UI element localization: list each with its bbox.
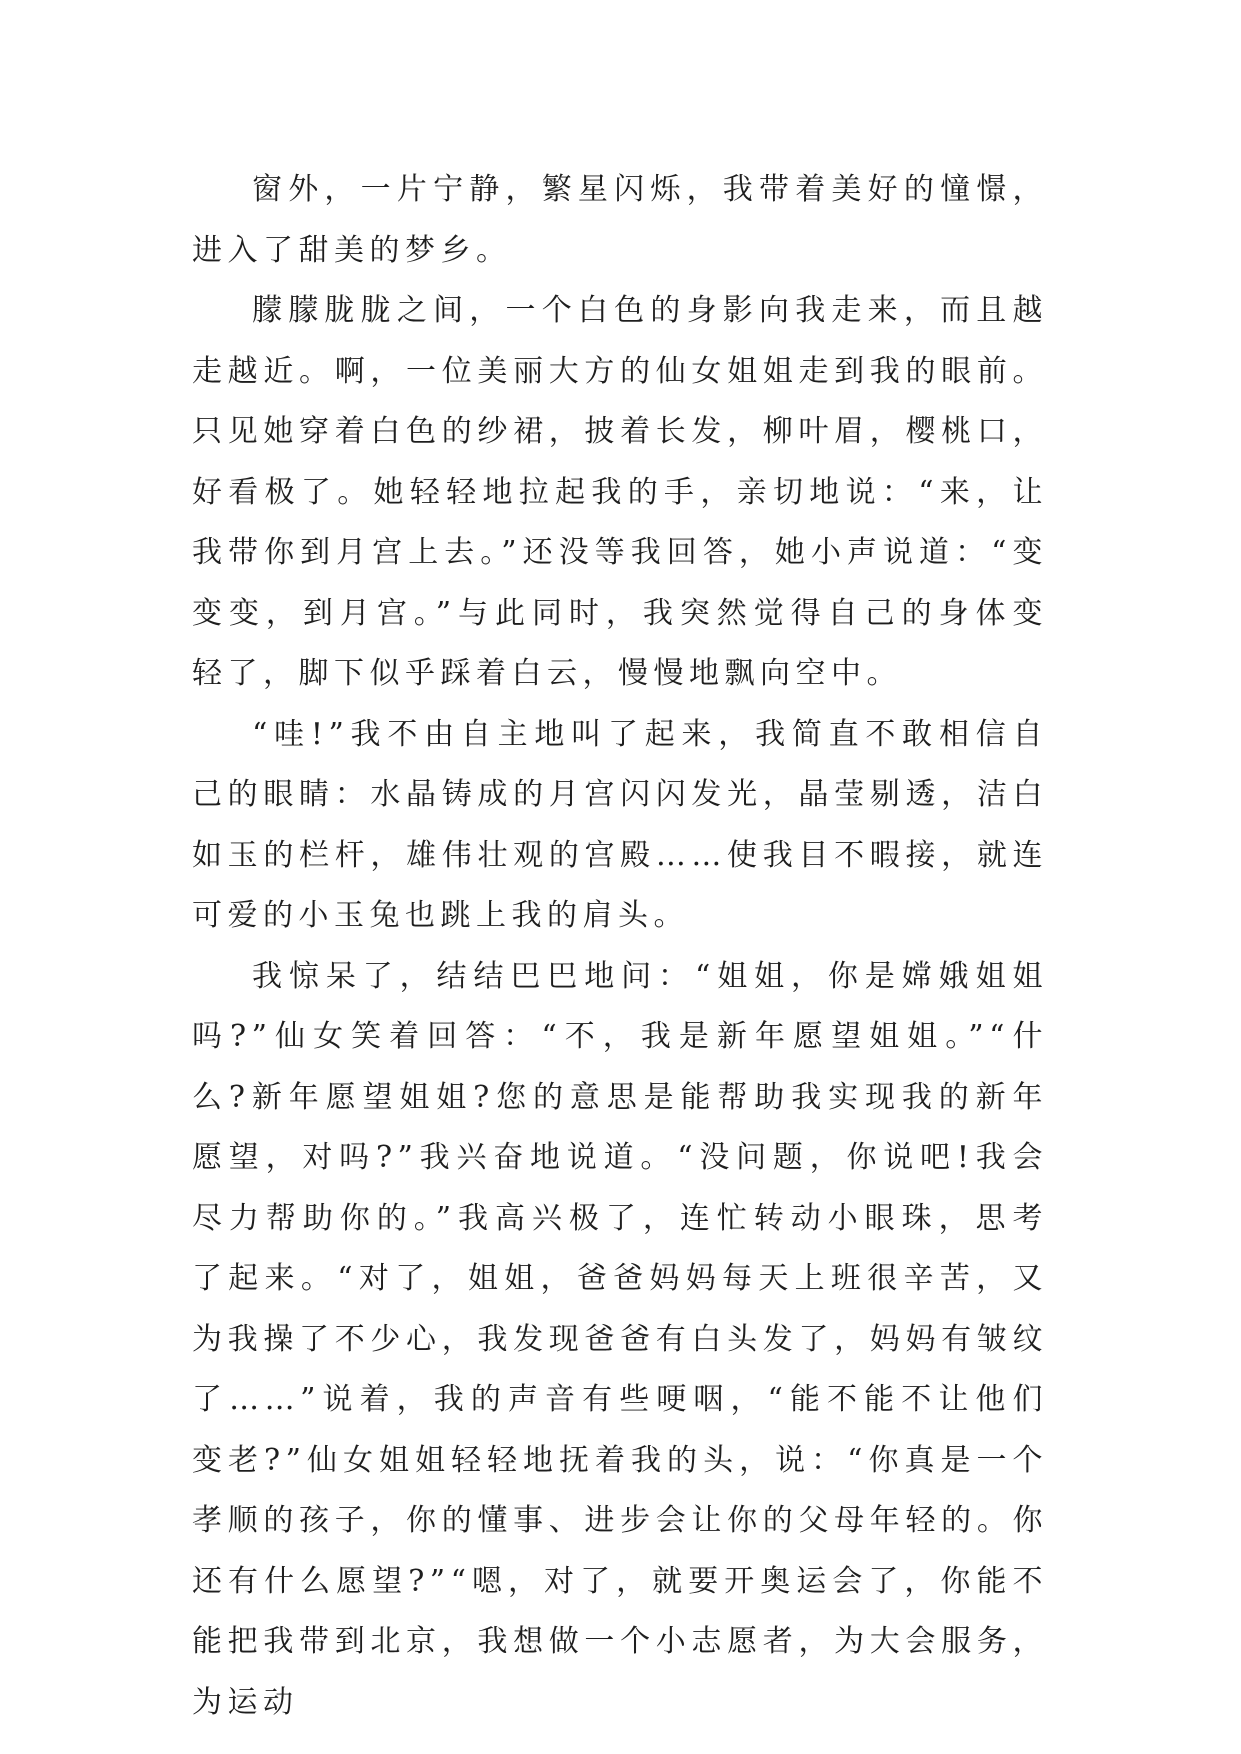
paragraph-4: 我惊呆了，结结巴巴地问：“姐姐，你是嫦娥姐姐吗?”仙女笑着回答：“不，我是新年愿望姐姐。”“什么?新年愿望姐姐?您的意思是能帮助我实现我的新年愿望，对吗?”我兴奋地说道。“没问题，你说吧!我会尽力帮助你的。”我高兴极了，连忙转动小眼珠，思考了起来。“对了，姐姐，爸爸妈妈每天上班很辛苦，又为我操了不少心，我发现爸爸有白头发了，妈妈有皱纹了……”说着，我的声音有些哽咽，“能不能不让他们变老?”仙女姐姐轻轻地抚着我的头，说：“你真是一个孝顺的孩子，你的懂事、进步会让你的父母年轻的。你还有什么愿望?”“嗯，对了，就要开奥运会了，你能不能把我带到北京，我想做一个小志愿者，为大会服务，为运动 [192, 958, 1048, 1720]
paragraph-2: 朦朦胧胧之间，一个白色的身影向我走来，而且越走越近。啊，一位美丽大方的仙女姐姐走到我的眼前。只见她穿着白色的纱裙，披着长发，柳叶眉，樱桃口，好看极了。她轻轻地拉起我的手，亲切地说：“来，让我带你到月宫上去。”还没等我回答，她小声说道：“变变变，到月宫。”与此同时，我突然觉得自己的身体变轻了，脚下似乎踩着白云，慢慢地飘向空中。 [192, 293, 1048, 691]
document-body [192, 160, 1048, 1733]
paragraph-3: “哇!”我不由自主地叫了起来，我简直不敢相信自己的眼睛：水晶铸成的月宫闪闪发光，晶莹剔透，洁白如玉的栏杆，雄伟壮观的宫殿……使我目不暇接，就连可爱的小玉兔也跳上我的肩头。 [192, 716, 1048, 933]
paragraph-1: 窗外，一片宁静，繁星闪烁，我带着美好的憧憬，进入了甜美的梦乡。 [192, 172, 1048, 268]
